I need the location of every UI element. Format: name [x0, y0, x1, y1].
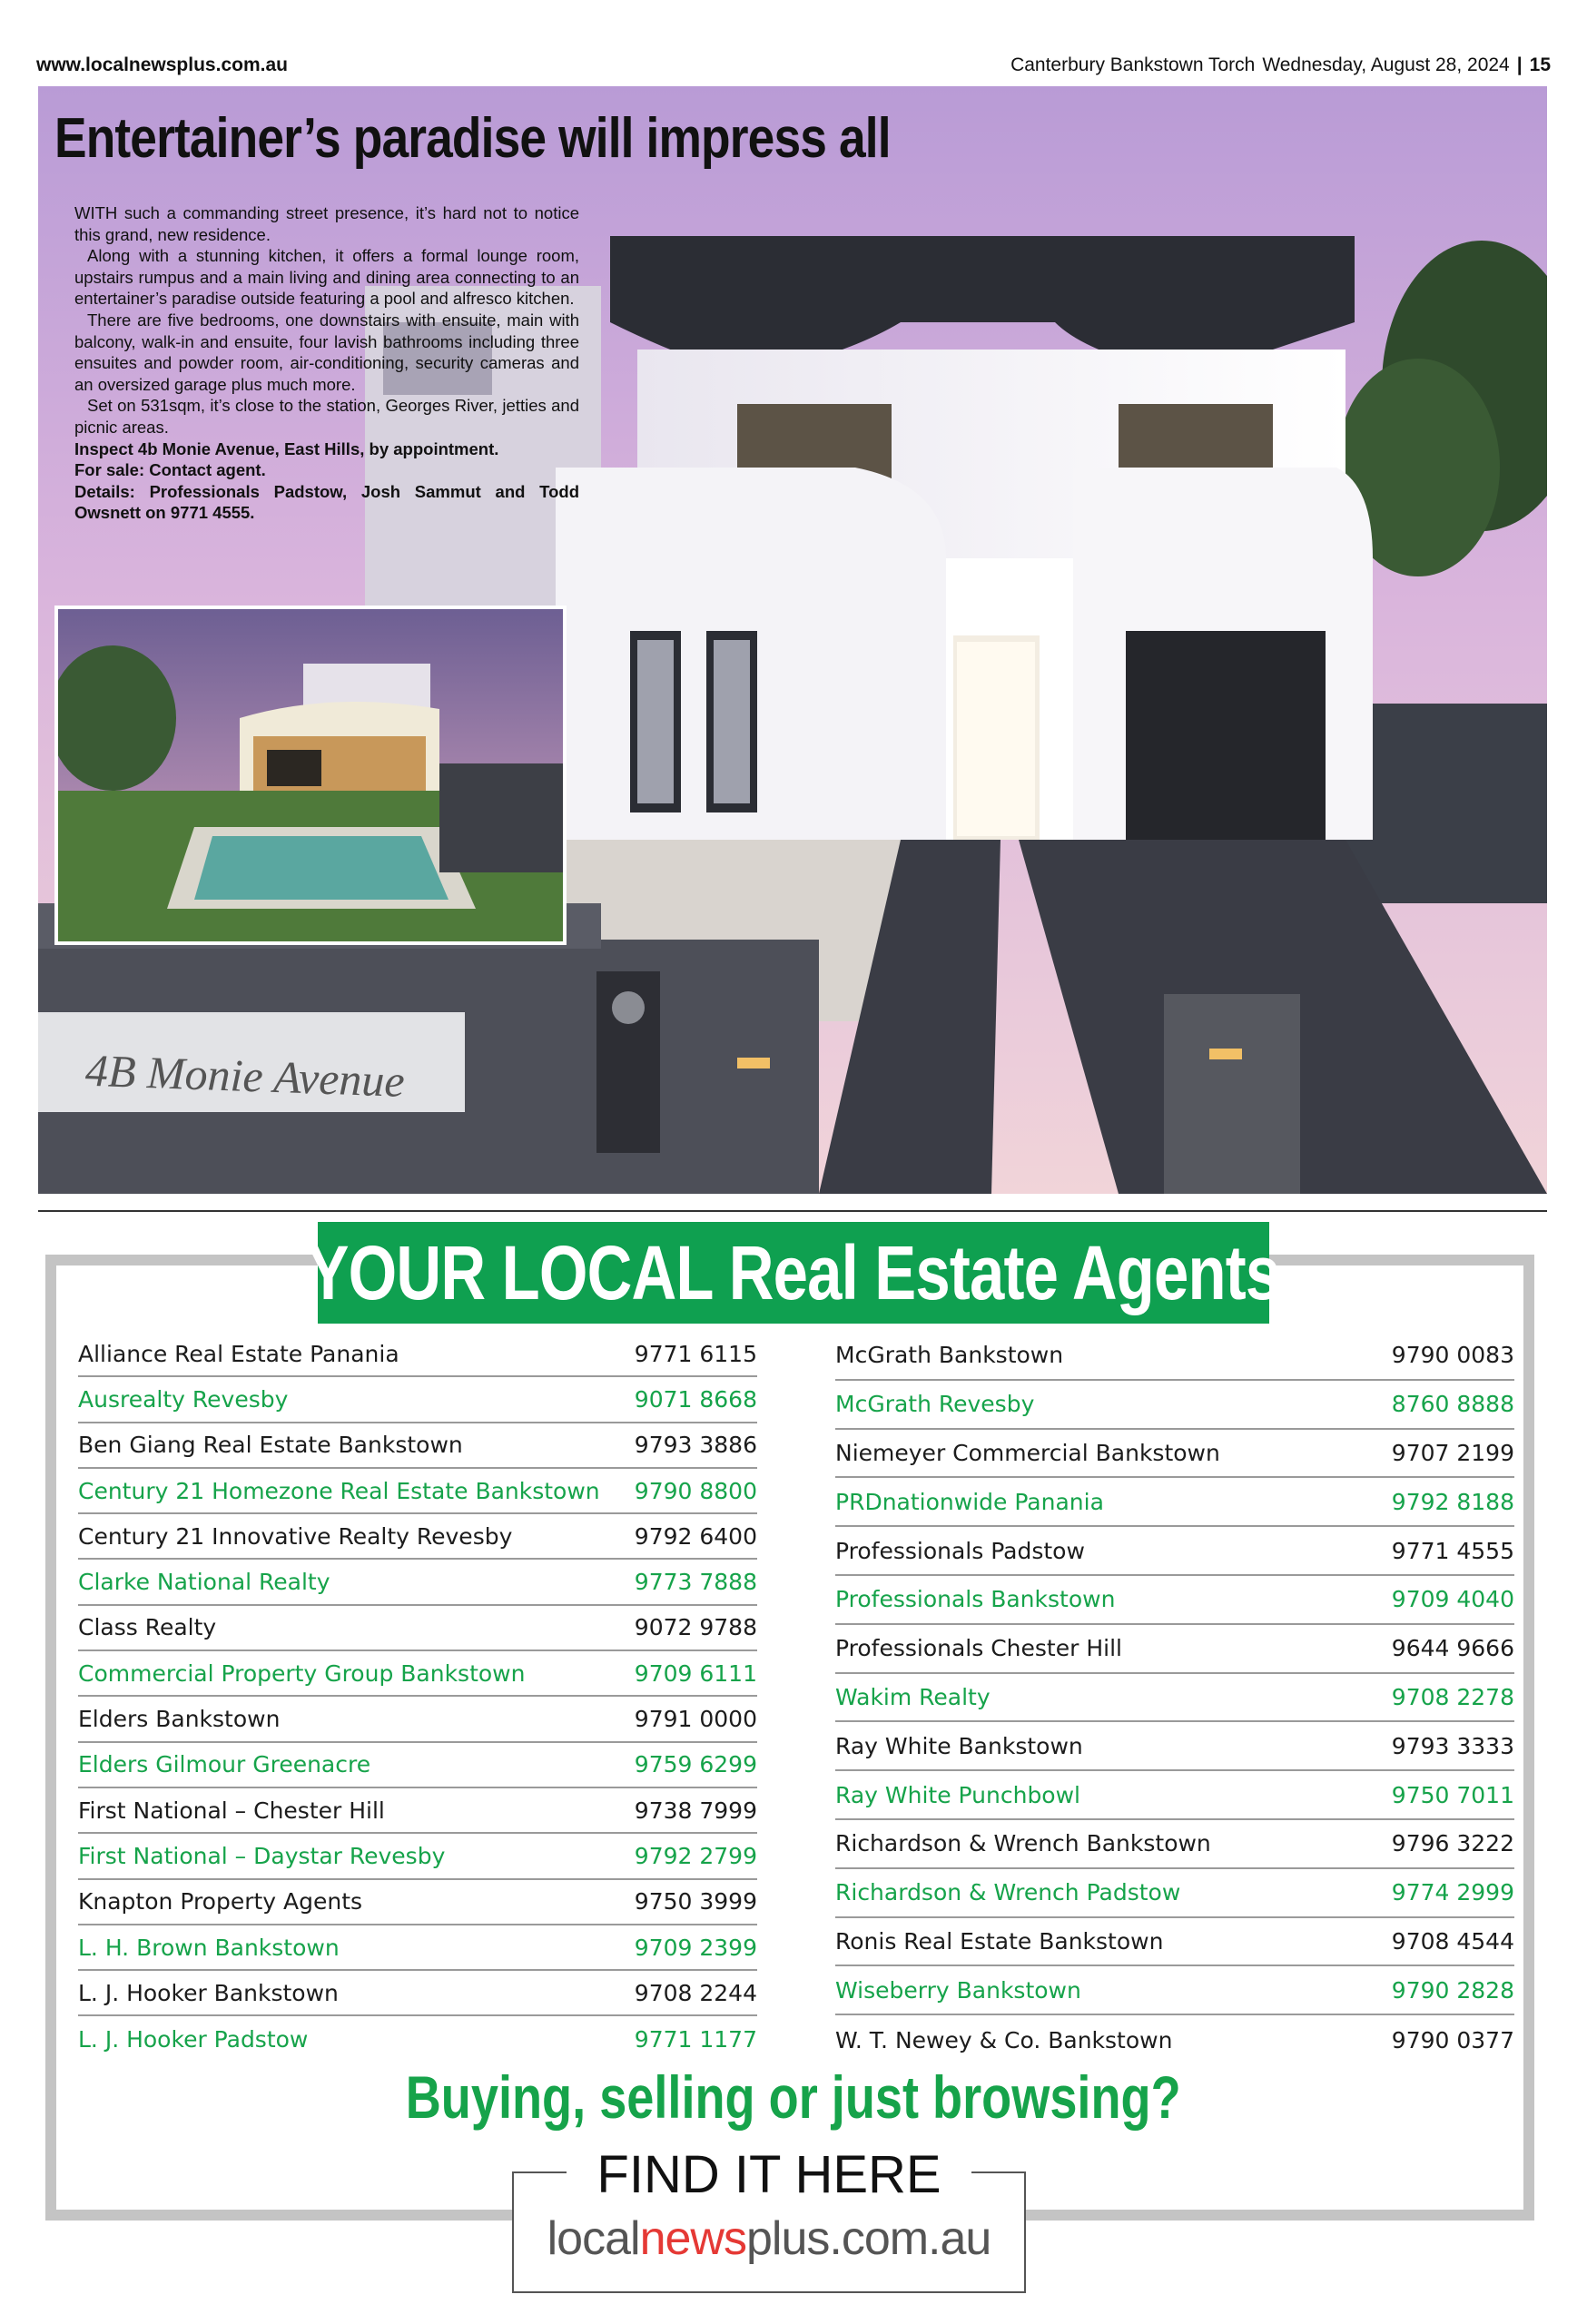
- agent-name: Ausrealty Revesby: [78, 1385, 289, 1413]
- agent-row: [78, 1697, 757, 1742]
- agent-phone: 9750 3999: [634, 1888, 757, 1915]
- agent-phone: 9774 2999: [1391, 1879, 1514, 1906]
- agent-row: [78, 1514, 757, 1560]
- agent-row: [835, 1918, 1514, 1967]
- agent-row: [835, 1430, 1514, 1479]
- agent-row: [835, 1771, 1514, 1820]
- page-number: 15: [1529, 54, 1551, 75]
- inspection-details: Inspect 4b Monie Avenue, East Hills, by appointment.: [74, 438, 499, 458]
- agent-phone: 9793 3333: [1391, 1732, 1514, 1759]
- agent-name: Century 21 Homezone Real Estate Bankstown: [78, 1477, 600, 1504]
- agent-row: [78, 1423, 757, 1469]
- tagline: [0, 2063, 1587, 2132]
- agent-phone: 9759 6299: [634, 1751, 757, 1778]
- agent-name: Century 21 Innovative Realty Revesby: [78, 1522, 513, 1550]
- agent-name: Ben Giang Real Estate Bankstown: [78, 1432, 463, 1459]
- agent-name: First National – Chester Hill: [78, 1797, 385, 1824]
- agent-phone: 8760 8888: [1391, 1391, 1514, 1418]
- agent-name: Class Realty: [78, 1614, 217, 1641]
- agent-name: Alliance Real Estate Panania: [78, 1340, 399, 1367]
- agent-phone: 9790 0083: [1391, 1342, 1514, 1369]
- agent-row: [835, 1966, 1514, 2015]
- agent-row: [78, 1880, 757, 1925]
- agent-row: [78, 1606, 757, 1651]
- sale-status: For sale: Contact agent.: [74, 460, 266, 480]
- agent-name: First National – Daystar Revesby: [78, 1842, 446, 1869]
- agent-row: [835, 1527, 1514, 1576]
- agent-phone: 9773 7888: [634, 1569, 757, 1596]
- agents-column-right: [835, 1332, 1514, 2064]
- agent-name: L. H. Brown Bankstown: [78, 1934, 340, 1961]
- agent-name: Ray White Punchbowl: [835, 1781, 1080, 1808]
- masthead: [1010, 54, 1551, 76]
- agent-phone: 9771 6115: [634, 1340, 757, 1367]
- section-divider: [38, 1210, 1547, 1212]
- agent-row: [78, 2016, 757, 2062]
- agent-phone: 9790 0377: [1391, 2026, 1514, 2053]
- pool-photo-image: [58, 609, 563, 941]
- agent-phone: 9707 2199: [1391, 1439, 1514, 1466]
- agent-phone: 9790 8800: [634, 1477, 757, 1504]
- url-part-local: local: [547, 2212, 640, 2265]
- agent-row: [835, 1332, 1514, 1381]
- body-paragraph: Along with a stunning kitchen, it offers a formal lounge room, upstairs rumpus and a main living and dining area connecting to an entertainer’s paradise outside featuring a pool and alfresco kitchen.: [74, 246, 579, 309]
- agent-phone: 9738 7999: [634, 1797, 757, 1824]
- agent-name: Clarke National Realty: [78, 1569, 330, 1596]
- agent-name: McGrath Bankstown: [835, 1342, 1064, 1369]
- agent-row: [835, 1478, 1514, 1527]
- agent-phone: 9796 3222: [1391, 1830, 1514, 1857]
- agent-name: Ronis Real Estate Bankstown: [835, 1927, 1164, 1955]
- agent-row: [835, 1722, 1514, 1771]
- url-part-domain: plus.com.au: [745, 2212, 991, 2265]
- tagline-text: Buying, selling or just browsing?: [406, 2063, 1181, 2131]
- agent-row: [78, 1971, 757, 2016]
- agent-phone: 9709 6111: [634, 1659, 757, 1687]
- agent-row: [835, 1820, 1514, 1869]
- agent-row: [835, 1674, 1514, 1723]
- agent-name: PRDnationwide Panania: [835, 1488, 1104, 1515]
- agent-name: Niemeyer Commercial Bankstown: [835, 1439, 1220, 1466]
- agent-row: [78, 1560, 757, 1605]
- agent-name: Wakim Realty: [835, 1683, 991, 1710]
- agent-row: [835, 2015, 1514, 2064]
- agent-phone: 9792 8188: [1391, 1488, 1514, 1515]
- agent-row: [78, 1332, 757, 1377]
- agent-phone: 9793 3886: [634, 1432, 757, 1459]
- agent-phone: 9709 4040: [1391, 1586, 1514, 1613]
- agent-phone: 9072 9788: [634, 1614, 757, 1641]
- body-paragraph: WITH such a commanding street presence, it’s hard not to notice this grand, new residence.: [74, 203, 579, 244]
- agents-banner: [307, 1222, 1280, 1324]
- agent-name: Elders Bankstown: [78, 1706, 281, 1733]
- agent-row: [835, 1869, 1514, 1918]
- find-it-here-label: FIND IT HERE: [584, 2145, 953, 2204]
- agent-name: L. J. Hooker Bankstown: [78, 1979, 339, 2006]
- agent-row: [78, 1834, 757, 1879]
- agent-name: W. T. Newey & Co. Bankstown: [835, 2026, 1173, 2053]
- agent-name: Commercial Property Group Bankstown: [78, 1659, 526, 1687]
- agent-row: [835, 1381, 1514, 1430]
- agents-banner-title: YOUR LOCAL Real Estate Agents: [307, 1229, 1280, 1315]
- agent-phone: 9750 7011: [1391, 1781, 1514, 1808]
- agent-row: [78, 1469, 757, 1514]
- website-url[interactable]: www.localnewsplus.com.au: [36, 54, 288, 75]
- agent-name: Elders Gilmour Greenacre: [78, 1751, 371, 1778]
- url-part-news: news: [639, 2212, 746, 2265]
- agent-name: Knapton Property Agents: [78, 1888, 363, 1915]
- agent-row: [78, 1925, 757, 1971]
- agent-phone: 9071 8668: [634, 1385, 757, 1413]
- agent-name: Professionals Chester Hill: [835, 1635, 1122, 1662]
- agent-name: Ray White Bankstown: [835, 1732, 1083, 1759]
- agent-row: [78, 1788, 757, 1834]
- agent-phone: 9644 9666: [1391, 1635, 1514, 1662]
- agent-phone: 9791 0000: [634, 1706, 757, 1733]
- agent-phone: 9708 4544: [1391, 1927, 1514, 1955]
- agent-contact: Details: Professionals Padstow, Josh Sammut and Todd Owsnett on 9771 4555.: [74, 481, 579, 523]
- agent-name: Wiseberry Bankstown: [835, 1976, 1081, 2004]
- agent-name: McGrath Revesby: [835, 1391, 1035, 1418]
- agent-row: [835, 1625, 1514, 1674]
- agent-name: L. J. Hooker Padstow: [78, 2026, 309, 2053]
- pool-photo: [54, 606, 567, 945]
- agent-row: [78, 1651, 757, 1697]
- separator: |: [1516, 54, 1523, 75]
- issue-date: Wednesday, August 28, 2024: [1262, 54, 1510, 75]
- agent-phone: 9792 2799: [634, 1842, 757, 1869]
- agent-row: [78, 1743, 757, 1788]
- publication-name: Canterbury Bankstown Torch: [1010, 54, 1256, 75]
- agents-column-left: [78, 1332, 757, 2063]
- agent-name: Richardson & Wrench Padstow: [835, 1879, 1181, 1906]
- agent-phone: 9771 1177: [634, 2026, 757, 2053]
- agent-name: Professionals Padstow: [835, 1537, 1085, 1564]
- agent-name: Professionals Bankstown: [835, 1586, 1116, 1613]
- agent-phone: 9771 4555: [1391, 1537, 1514, 1564]
- agent-phone: 9792 6400: [634, 1522, 757, 1550]
- agent-row: [835, 1576, 1514, 1625]
- agent-row: [78, 1377, 757, 1423]
- agent-phone: 9708 2244: [634, 1979, 757, 2006]
- site-url-link[interactable]: [512, 2211, 1026, 2266]
- story-body: [74, 202, 579, 524]
- body-paragraph: There are five bedrooms, one downstairs with ensuite, main with balcony, walk-in and ensuite, four lavish bathrooms including three ensuites and powder room, air-conditioning, security cameras and an oversized garage plus much more.: [74, 310, 579, 394]
- body-paragraph: Set on 531sqm, it’s close to the station, Georges River, jetties and picnic areas.: [74, 396, 579, 437]
- agent-phone: 9790 2828: [1391, 1976, 1514, 2004]
- agent-name: Richardson & Wrench Bankstown: [835, 1830, 1211, 1857]
- agent-phone: 9709 2399: [634, 1934, 757, 1961]
- house-number-sign: 4B Monie Avenue: [84, 1044, 406, 1107]
- find-it-here-title: [512, 2144, 1026, 2205]
- feature-story: [38, 86, 1547, 1194]
- story-headline: Entertainer’s paradise will impress all: [54, 107, 891, 170]
- agent-phone: 9708 2278: [1391, 1683, 1514, 1710]
